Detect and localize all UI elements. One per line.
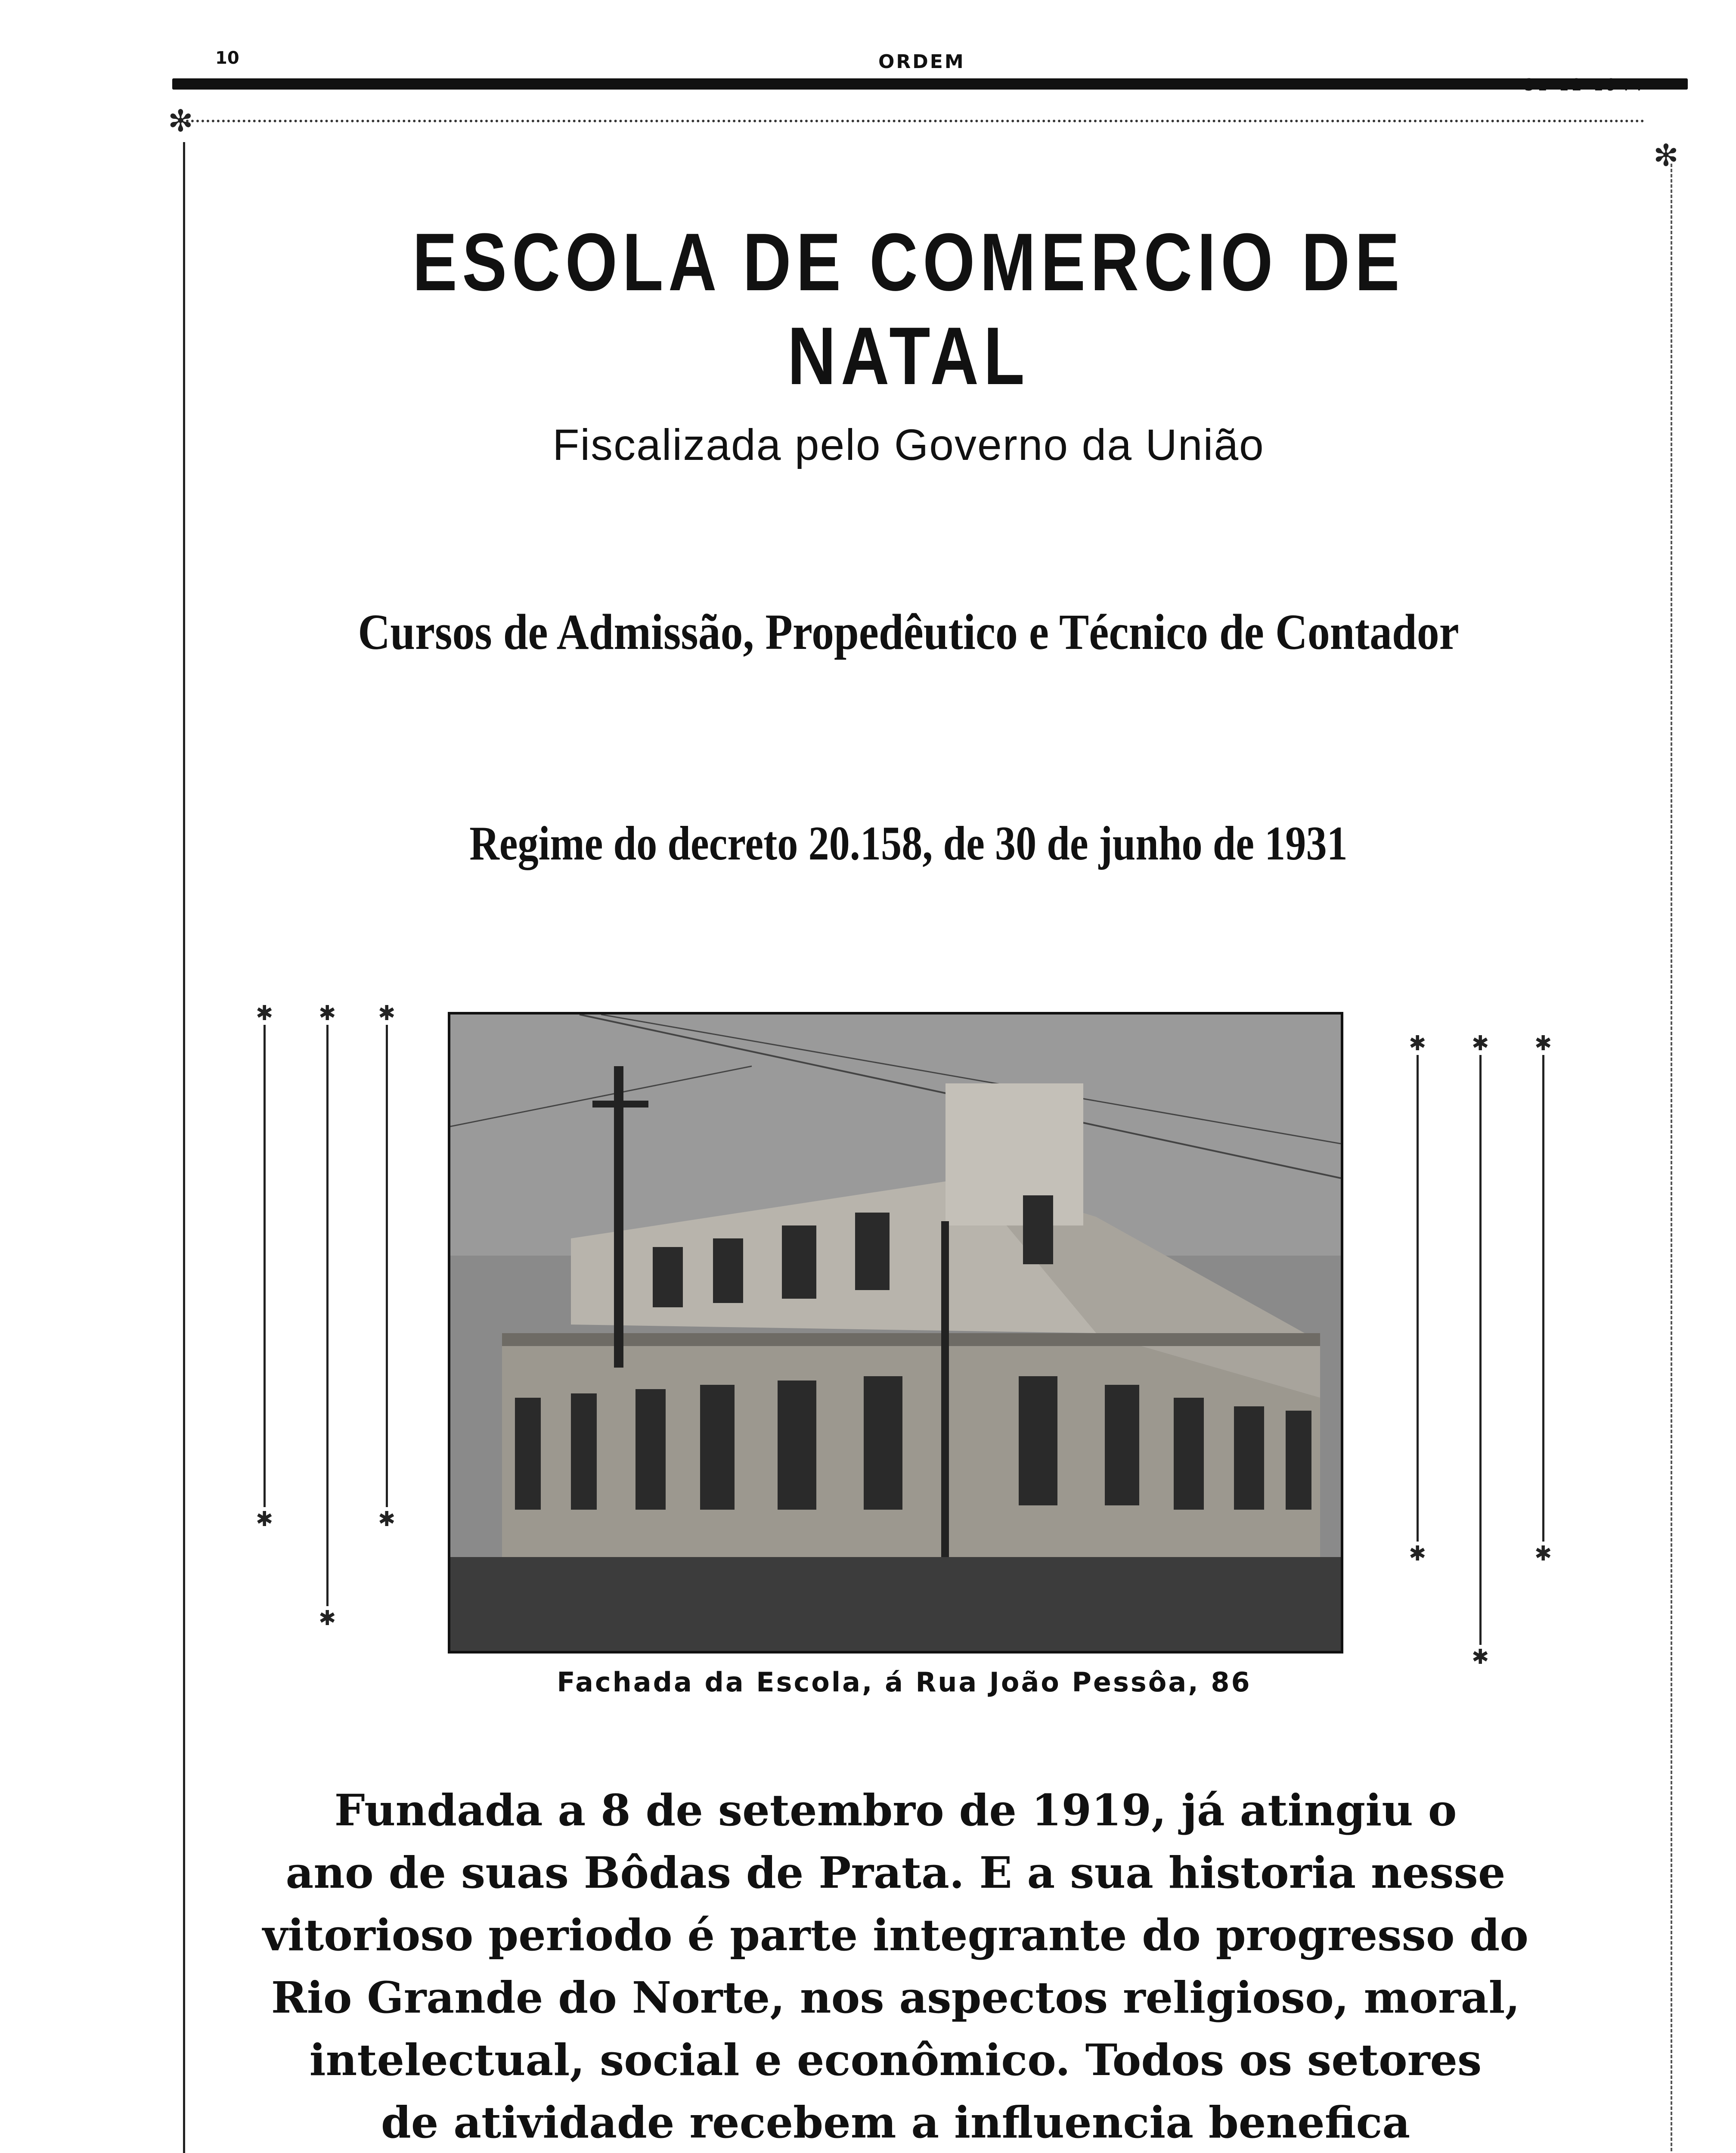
header-dotted-rule [181,120,1645,122]
asterisk-icon: ✱ [256,1507,273,1531]
building-illustration [450,1014,1341,1651]
asterisk-icon: ✱ [378,1001,396,1025]
asterisk-icon: ✱ [319,1606,336,1630]
body-line: de atividade recebem a influencia benefica [381,2097,1410,2148]
photo-caption: Fachada da Escola, á Rua João Pessôa, 86 [557,1666,1252,1698]
ad-title: ESCOLA DE COMERCIO DE NATAL [412,217,1405,402]
frame-left-border [183,142,185,2153]
header-rule [172,78,1688,90]
asterisk-icon: ✱ [1472,1031,1489,1055]
regime-line: Regime do decreto 20.158, de 30 de junho de 1931 [469,817,1348,870]
corner-star-icon: ✻ [1653,138,1679,173]
body-line: Fundada a 8 de setembro de 1919, já atingiu o [334,1785,1457,1836]
body-line: Rio Grande do Norte, nos aspectos religioso, moral, [271,1972,1520,2023]
asterisk-icon: ✱ [1409,1542,1426,1566]
body-line: intelectual, social e econômico. Todos os setores [309,2035,1482,2085]
asterisk-icon: ✱ [378,1507,396,1531]
ad-subtitle: Fiscalizada pelo Governo da União [552,420,1265,469]
decorative-line [1542,1055,1544,1542]
decorative-line [386,1025,388,1507]
school-facade-photo [448,1012,1343,1654]
decorative-line [264,1025,266,1507]
asterisk-icon: ✱ [1409,1031,1426,1055]
decorative-line [1479,1055,1482,1645]
page-number: 10 [215,48,239,68]
body-line: ano de suas Bôdas de Prata. E a sua historia nesse [285,1847,1506,1898]
asterisk-icon: ✱ [1472,1645,1489,1669]
decorative-line [326,1025,329,1606]
publication-name: ORDEM [878,51,965,73]
asterisk-icon: ✱ [1534,1542,1552,1566]
courses-line: Cursos de Admissão, Propedêutico e Técnico de Contador [358,604,1459,660]
corner-star-icon: ✻ [168,103,193,139]
decorative-line [1417,1055,1419,1542]
asterisk-icon: ✱ [1534,1031,1552,1055]
asterisk-icon: ✱ [319,1001,336,1025]
asterisk-icon: ✱ [256,1001,273,1025]
frame-right-border [1671,164,1672,2153]
body-line: vitorioso periodo é parte integrante do progresso do [263,1910,1528,1961]
